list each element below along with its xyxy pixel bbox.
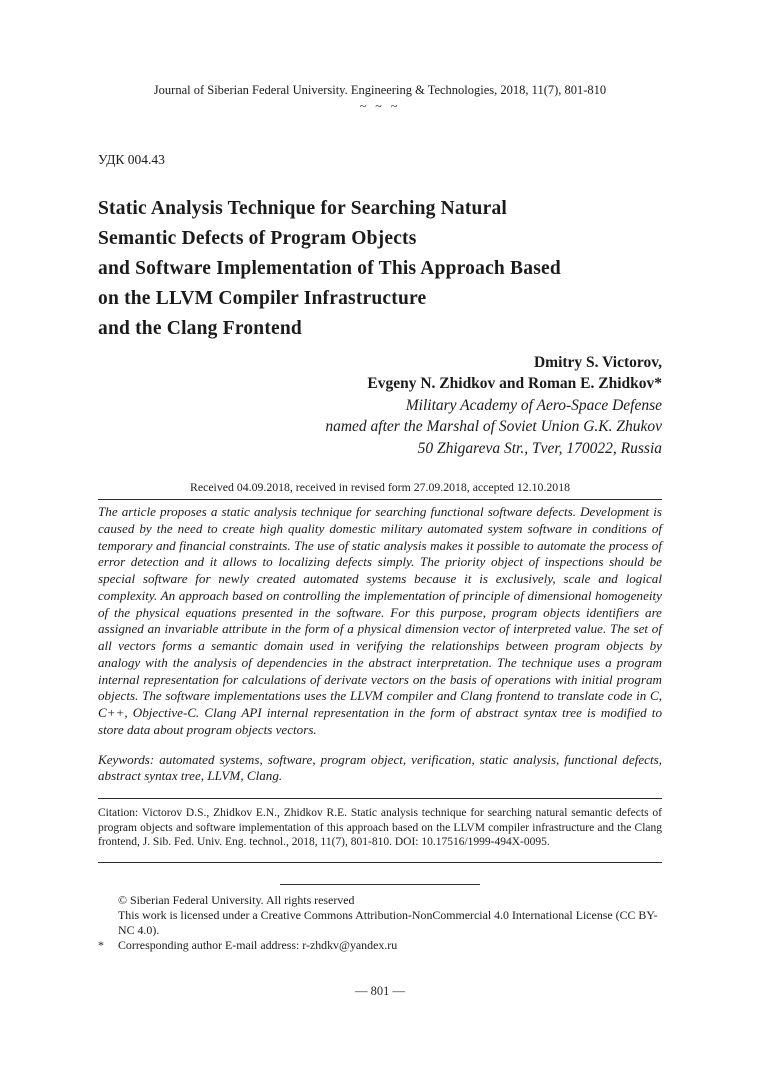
article-title <box>98 194 662 344</box>
journal-header: Journal of Siberian Federal University. Engineering & Technologies, 2018, 11(7), 801-810 <box>153 83 607 97</box>
tilde-separator: ~ ~ ~ <box>359 99 401 113</box>
authors-block <box>98 352 662 459</box>
affiliation-line: named after the Marshal of Soviet Union G.K. Zhukov <box>325 418 662 436</box>
page-number: — 801 — <box>355 984 405 998</box>
author-name: Dmitry S. Victorov, <box>533 354 662 371</box>
author-name: Evgeny N. Zhidkov and Roman E. Zhidkov* <box>367 375 662 393</box>
abstract-top-rule <box>98 499 662 500</box>
asterisk-marker: * <box>98 938 104 953</box>
received-dates: Received 04.09.2018, received in revised form 27.09.2018, accepted 12.10.2018 <box>189 480 570 495</box>
copyright-note: © Siberian Federal University. All rights reserved <box>118 892 355 907</box>
footnote-rule <box>280 884 480 885</box>
abstract-text: The article proposes a static analysis technique for searching functional software defects. Development is caused by the need to create high quality domestic military automated system software in conditions of temporary and financial constraints. The use of static analysis makes it possible to automate the process of error detection and it allows to localizing defects simply. The priority object of inspections should be special software for newly created automated systems because it is exclusively, scale and logical complexity. An approach based on controlling the implementation of principle of dimensional homogeneity of the physical equations presented in the software. For this purpose, program objects identifiers are assigned an invariable attribute in the form of a physical dimension vector of interpreted value. The set of all vectors forms a semantic domain used in verifying the relationships between program objects by analogy with the analysis of dependencies in the abstract interpretation. The technique uses a program internal representation for calculations of derivate vectors on the basis of operations with initial program objects. The software implementations uses the LLVM compiler and Clang frontend to translate code in C, C++, Objective-C. Clang API internal representation in the form of abstract syntax tree is modified to store data about program objects vectors. <box>98 504 662 737</box>
article-title-line: on the LLVM Compiler Infrastructure <box>98 288 427 309</box>
article-title-line: Semantic Defects of Program Objects <box>98 228 417 249</box>
udc-code: УДК 004.43 <box>98 152 165 167</box>
corresponding-author-note <box>98 938 662 953</box>
affiliation-line: Military Academy of Aero-Space Defense <box>405 396 662 414</box>
article-title-line: and the Clang Frontend <box>98 318 302 339</box>
citation-top-rule <box>98 798 662 799</box>
page-content <box>98 82 662 953</box>
citation-bottom-rule <box>98 862 662 863</box>
license-note: This work is licensed under a Creative Commons Attribution-NonCommercial 4.0 International License (CC BY-NC 4.0). <box>118 907 658 937</box>
affiliation-line: 50 Zhigareva Str., Tver, 170022, Russia <box>417 439 662 457</box>
article-title-line: Static Analysis Technique for Searching Natural <box>98 198 508 219</box>
keywords-text: Keywords: automated systems, software, program object, verification, static analysis, functional defects, abstract syntax tree, LLVM, Clang. <box>98 751 662 784</box>
citation-text: Citation: Victorov D.S., Zhidkov E.N., Zhidkov R.E. Static analysis technique for searching natural semantic defects of program objects and software implementation of this approach based on the LLVM compiler infrastructure and the Clang frontend, J. Sib. Fed. Univ. Eng. technol., 2018, 11(7), 801-810. DOI: 10.17516/1999-494X-0095. <box>98 807 662 849</box>
footnotes-block <box>98 893 662 954</box>
corresponding-author-text: Corresponding author E-mail address: r-zhdkv@yandex.ru <box>118 938 398 953</box>
article-title-line: and Software Implementation of This Approach Based <box>98 258 561 279</box>
